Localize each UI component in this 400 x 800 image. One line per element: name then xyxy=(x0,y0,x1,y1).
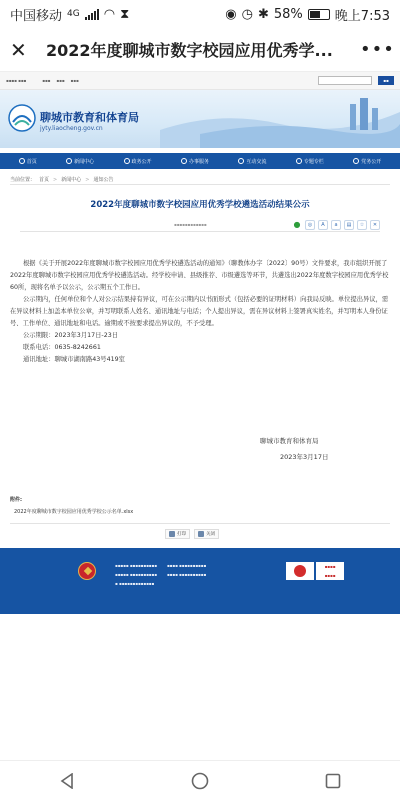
home-icon xyxy=(19,158,25,164)
nav-item-affairs[interactable]: 政务公开 xyxy=(124,158,152,165)
article-paragraph: 公示期内，任何单位和个人对公示结果持有异议，可在公示期内以书面形式（包括必要的证明材料）向我局反映。单位提出异议，需在异议材料上加盖本单位公章，并写明联系人姓名、通讯地址与电话；个人提出异议，需在异议材料上签署真实姓名，并写明本人身份证号、工作单位、通讯地址和电话。逾期或不按要求提出异议的，不予受理。 xyxy=(10,296,389,327)
top-strip-links xyxy=(42,78,78,83)
footer-security-icon: ▪ ▪▪▪▪▪▪▪▪▪▪▪▪▪ xyxy=(115,581,155,586)
site-logo-icon xyxy=(8,104,36,132)
breadcrumb-notice[interactable]: 通知公告 xyxy=(93,177,114,183)
breadcrumb-prefix: 当前位置： xyxy=(10,177,36,183)
breadcrumb-home[interactable]: 首页 xyxy=(39,177,50,183)
clock-time: 晚上7:53 xyxy=(334,8,390,24)
nav-item-news[interactable]: 新闻中心 xyxy=(66,158,94,165)
favorite-icon[interactable]: ☆ xyxy=(357,220,367,230)
bluetooth-icon: ✱ xyxy=(257,6,269,22)
attachments-title: 附件: xyxy=(10,497,22,503)
signature-org: 聊城市教育和体育局 xyxy=(260,437,319,445)
carrier-label: 中国移动 xyxy=(10,8,63,24)
top-link-3[interactable]: ▪▪▪ xyxy=(70,78,79,83)
home-button-icon[interactable] xyxy=(189,770,211,792)
article-body xyxy=(10,258,390,366)
news-icon xyxy=(66,158,72,164)
site-domain: jyty.liaocheng.gov.cn xyxy=(40,125,103,132)
nav-item-service[interactable]: 办事服务 xyxy=(181,158,209,165)
app-bar xyxy=(0,28,400,72)
print-button[interactable]: 打印 xyxy=(165,529,190,539)
alarm-icon: ◷ xyxy=(241,6,253,22)
back-icon[interactable] xyxy=(56,770,78,792)
error-report-badge[interactable]: ▪▪▪▪ ▪▪▪▪ xyxy=(316,562,344,580)
topic-icon xyxy=(296,158,302,164)
eye-icon: ◉ xyxy=(225,6,237,22)
doc-icon xyxy=(124,158,130,164)
close-icon xyxy=(198,531,204,537)
nav-item-topics[interactable]: 专题专栏 xyxy=(296,158,324,165)
site-name: 聊城市教育和体育局 xyxy=(40,111,139,124)
site-banner xyxy=(0,90,400,148)
party-icon xyxy=(353,158,359,164)
top-link-2[interactable]: ▪▪▪ xyxy=(56,78,65,83)
party-emblem-icon[interactable] xyxy=(78,562,96,580)
font-large-icon[interactable]: A xyxy=(318,220,328,230)
notice-period: 公示期限：2023年3月17日-23日 xyxy=(23,332,119,339)
wechat-share-icon[interactable]: ● xyxy=(293,220,301,229)
battery-icon xyxy=(308,9,330,20)
nav-item-home[interactable]: 首页 xyxy=(19,158,37,165)
nav-item-party[interactable]: 党务公开 xyxy=(353,158,381,165)
gov-site-badge[interactable] xyxy=(286,562,314,580)
top-link-1[interactable]: ▪▪▪ xyxy=(42,78,51,83)
close-icon[interactable]: ✕ xyxy=(10,37,27,62)
wifi-icon: ◠ xyxy=(103,6,116,22)
hourglass-icon: ⧗ xyxy=(120,6,130,22)
top-strip-date: ▪▪▪▪ ▪▪▪ xyxy=(6,78,27,83)
signature-date: 2023年3月17日 xyxy=(280,453,329,461)
system-nav-bar xyxy=(0,760,400,800)
breadcrumb-separator: > xyxy=(85,176,90,183)
more-options-icon[interactable]: ••• xyxy=(360,39,395,60)
article-title: 2022年度聊城市数字校园应用优秀学校遴选活动结果公示 xyxy=(90,200,310,210)
article-meta xyxy=(20,218,380,232)
signal-icon xyxy=(85,9,99,20)
service-icon xyxy=(181,158,187,164)
site-footer xyxy=(0,548,400,614)
banner-scenery xyxy=(160,90,400,148)
breadcrumb xyxy=(10,175,390,185)
status-bar xyxy=(0,0,400,28)
article-actions xyxy=(165,529,219,539)
contact-address: 通讯地址：聊城市湖南路43号419室 xyxy=(23,356,125,363)
recents-icon[interactable] xyxy=(322,770,344,792)
contact-phone: 联系电话：0635-8242661 xyxy=(23,344,101,351)
site-search-input[interactable] xyxy=(318,76,372,85)
article-date: ▪▪▪▪▪▪▪▪▪▪▪▪ xyxy=(174,222,207,227)
font-small-icon[interactable]: a xyxy=(331,220,341,230)
page-title: 2022年度聊城市数字校园应用优秀学... xyxy=(46,41,333,60)
main-nav xyxy=(0,153,400,169)
close-button[interactable]: 关闭 xyxy=(194,529,219,539)
chat-icon xyxy=(238,158,244,164)
weibo-share-icon[interactable]: ◎ xyxy=(305,220,315,230)
battery-percent: 58% xyxy=(273,6,303,22)
printer-icon xyxy=(169,531,175,537)
divider xyxy=(10,523,390,524)
site-search-button[interactable]: ▪▪ xyxy=(378,76,394,85)
article-tools xyxy=(292,220,380,230)
site-top-strip xyxy=(0,72,400,90)
nav-item-interaction[interactable]: 互动交流 xyxy=(238,158,266,165)
attachment-link[interactable]: 2022年度聊城市数字校园应用优秀学校公示名单.xlsx xyxy=(14,509,134,515)
network-type: 4G xyxy=(67,9,80,19)
article-paragraph: 根据《关于开展2022年度聊城市数字校园应用优秀学校遴选活动的通知》（聊教体办字〔2022〕90号）文件要求，我市组织开展了2022年度聊城市数字校园应用优秀学校遴选活动。经学校申请、县级推荐、市级遴选等环节，共遴选出2022年度数字校园应用优秀学校60所，现将名单予以公示，公示期五个工作日。 xyxy=(10,260,389,291)
breadcrumb-news[interactable]: 新闻中心 xyxy=(61,177,82,183)
print-icon[interactable]: ▤ xyxy=(344,220,354,230)
breadcrumb-separator: > xyxy=(53,176,58,183)
close-page-icon[interactable]: ✕ xyxy=(370,220,380,230)
footer-info: ▪▪▪▪▪ ▪▪▪▪▪▪▪▪▪▪ ▪▪▪▪ ▪▪▪▪▪▪▪▪▪▪ ▪▪▪▪▪ ▪▪▪▪▪▪▪▪▪▪ ▪▪▪▪ ▪▪▪▪▪▪▪▪▪▪ ▪ ▪▪▪▪▪▪▪▪▪▪▪▪▪ xyxy=(115,563,207,586)
